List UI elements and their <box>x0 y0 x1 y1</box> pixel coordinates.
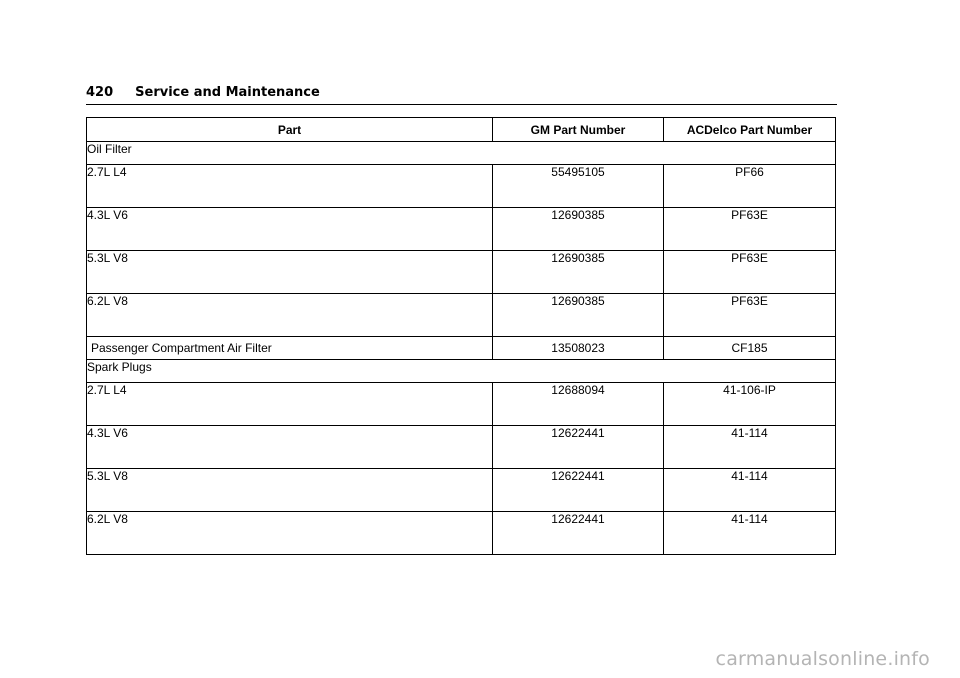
part-cell: 2.7L L4 <box>87 383 493 426</box>
part-cell: 5.3L V8 <box>87 251 493 294</box>
column-header-acdelco-part-number: ACDelco Part Number <box>664 118 836 142</box>
part-cell: 4.3L V6 <box>87 426 493 469</box>
gm-part-number-cell: 12690385 <box>493 208 664 251</box>
acdelco-part-number-cell: PF63E <box>664 294 836 337</box>
table-row <box>87 426 836 469</box>
table-row <box>87 469 836 512</box>
part-cell: 5.3L V8 <box>87 469 493 512</box>
gm-part-number-cell: 55495105 <box>493 165 664 208</box>
parts-table <box>86 117 836 555</box>
acdelco-part-number-cell: 41-106-IP <box>664 383 836 426</box>
table-row <box>87 383 836 426</box>
column-header-gm-part-number: GM Part Number <box>493 118 664 142</box>
page-header <box>86 84 837 105</box>
gm-part-number-cell: 12688094 <box>493 383 664 426</box>
table-row <box>87 165 836 208</box>
part-cell: 6.2L V8 <box>87 512 493 555</box>
section-title: Service and Maintenance <box>135 85 320 100</box>
section-row-oil-filter <box>87 142 836 165</box>
gm-part-number-cell: 12690385 <box>493 294 664 337</box>
section-label: Passenger Compartment Air Filter <box>87 337 493 360</box>
table-row <box>87 208 836 251</box>
gm-part-number-cell: 12622441 <box>493 469 664 512</box>
watermark: carmanualsonline.info <box>715 648 930 670</box>
column-header-part: Part <box>87 118 493 142</box>
section-row-spark-plugs <box>87 360 836 383</box>
table-row <box>87 251 836 294</box>
part-cell: 4.3L V6 <box>87 208 493 251</box>
part-cell: 6.2L V8 <box>87 294 493 337</box>
section-row-passenger-compartment-air-filter <box>87 337 836 360</box>
page-number: 420 <box>86 85 114 100</box>
acdelco-part-number-cell: PF63E <box>664 251 836 294</box>
gm-part-number-cell: 12690385 <box>493 251 664 294</box>
acdelco-part-number-cell: 41-114 <box>664 512 836 555</box>
gm-part-number-cell: 12622441 <box>493 512 664 555</box>
gm-part-number-cell: 13508023 <box>493 337 664 360</box>
section-label: Oil Filter <box>87 142 836 165</box>
section-label: Spark Plugs <box>87 360 836 383</box>
acdelco-part-number-cell: 41-114 <box>664 469 836 512</box>
table-row <box>87 512 836 555</box>
acdelco-part-number-cell: CF185 <box>664 337 836 360</box>
part-cell: 2.7L L4 <box>87 165 493 208</box>
table-header-row <box>87 118 836 142</box>
table-row <box>87 294 836 337</box>
gm-part-number-cell: 12622441 <box>493 426 664 469</box>
acdelco-part-number-cell: 41-114 <box>664 426 836 469</box>
acdelco-part-number-cell: PF63E <box>664 208 836 251</box>
acdelco-part-number-cell: PF66 <box>664 165 836 208</box>
